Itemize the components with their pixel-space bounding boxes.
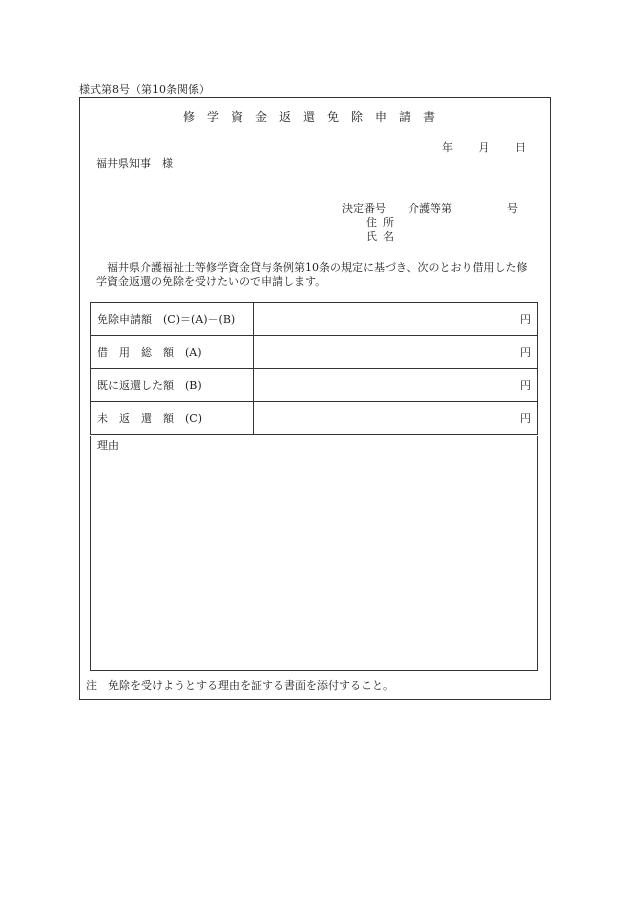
body-text: 福井県介護福祉士等修学資金貸与条例第10条の規定に基づき、次のとおり借用した修学資金返還の免除を受けたいので申請します。 (96, 261, 528, 288)
decision-number: 決定番号 介護等第 号 (342, 202, 518, 215)
table-row (91, 336, 538, 369)
row-value-unrepaid[interactable]: 円 (254, 402, 538, 435)
row-label-total-borrowed: 借 用 総 額 (A) (91, 336, 254, 369)
table-row (91, 369, 538, 402)
date-line (432, 141, 526, 155)
row-value-exemption[interactable]: 円 (254, 303, 538, 336)
row-value-already-repaid[interactable]: 円 (254, 369, 538, 402)
date-month: 月 (478, 141, 490, 154)
table-row (91, 303, 538, 336)
address-label: 住所 (366, 216, 400, 229)
date-year: 年 (442, 141, 453, 154)
name-label: 氏名 (366, 230, 400, 243)
row-label-exemption: 免除申請額 (C)＝(A)－(B) (91, 303, 254, 336)
date-day: 日 (515, 141, 526, 154)
table-row (91, 402, 538, 435)
reason-label: 理由 (97, 439, 119, 452)
amount-table (90, 302, 538, 435)
form-title: 修学資金返還免除申請書 (182, 110, 447, 124)
form-number: 様式第8号（第10条関係） (79, 83, 210, 96)
row-label-already-repaid: 既に返還した額 (B) (91, 369, 254, 402)
reason-field[interactable] (90, 436, 538, 671)
row-value-total-borrowed[interactable]: 円 (254, 336, 538, 369)
attachment-note: 注 免除を受けようとする理由を証する書面を添付すること。 (86, 679, 394, 692)
addressee: 福井県知事 様 (96, 157, 173, 170)
application-form (79, 97, 551, 700)
row-label-unrepaid: 未 返 還 額 (C) (91, 402, 254, 435)
